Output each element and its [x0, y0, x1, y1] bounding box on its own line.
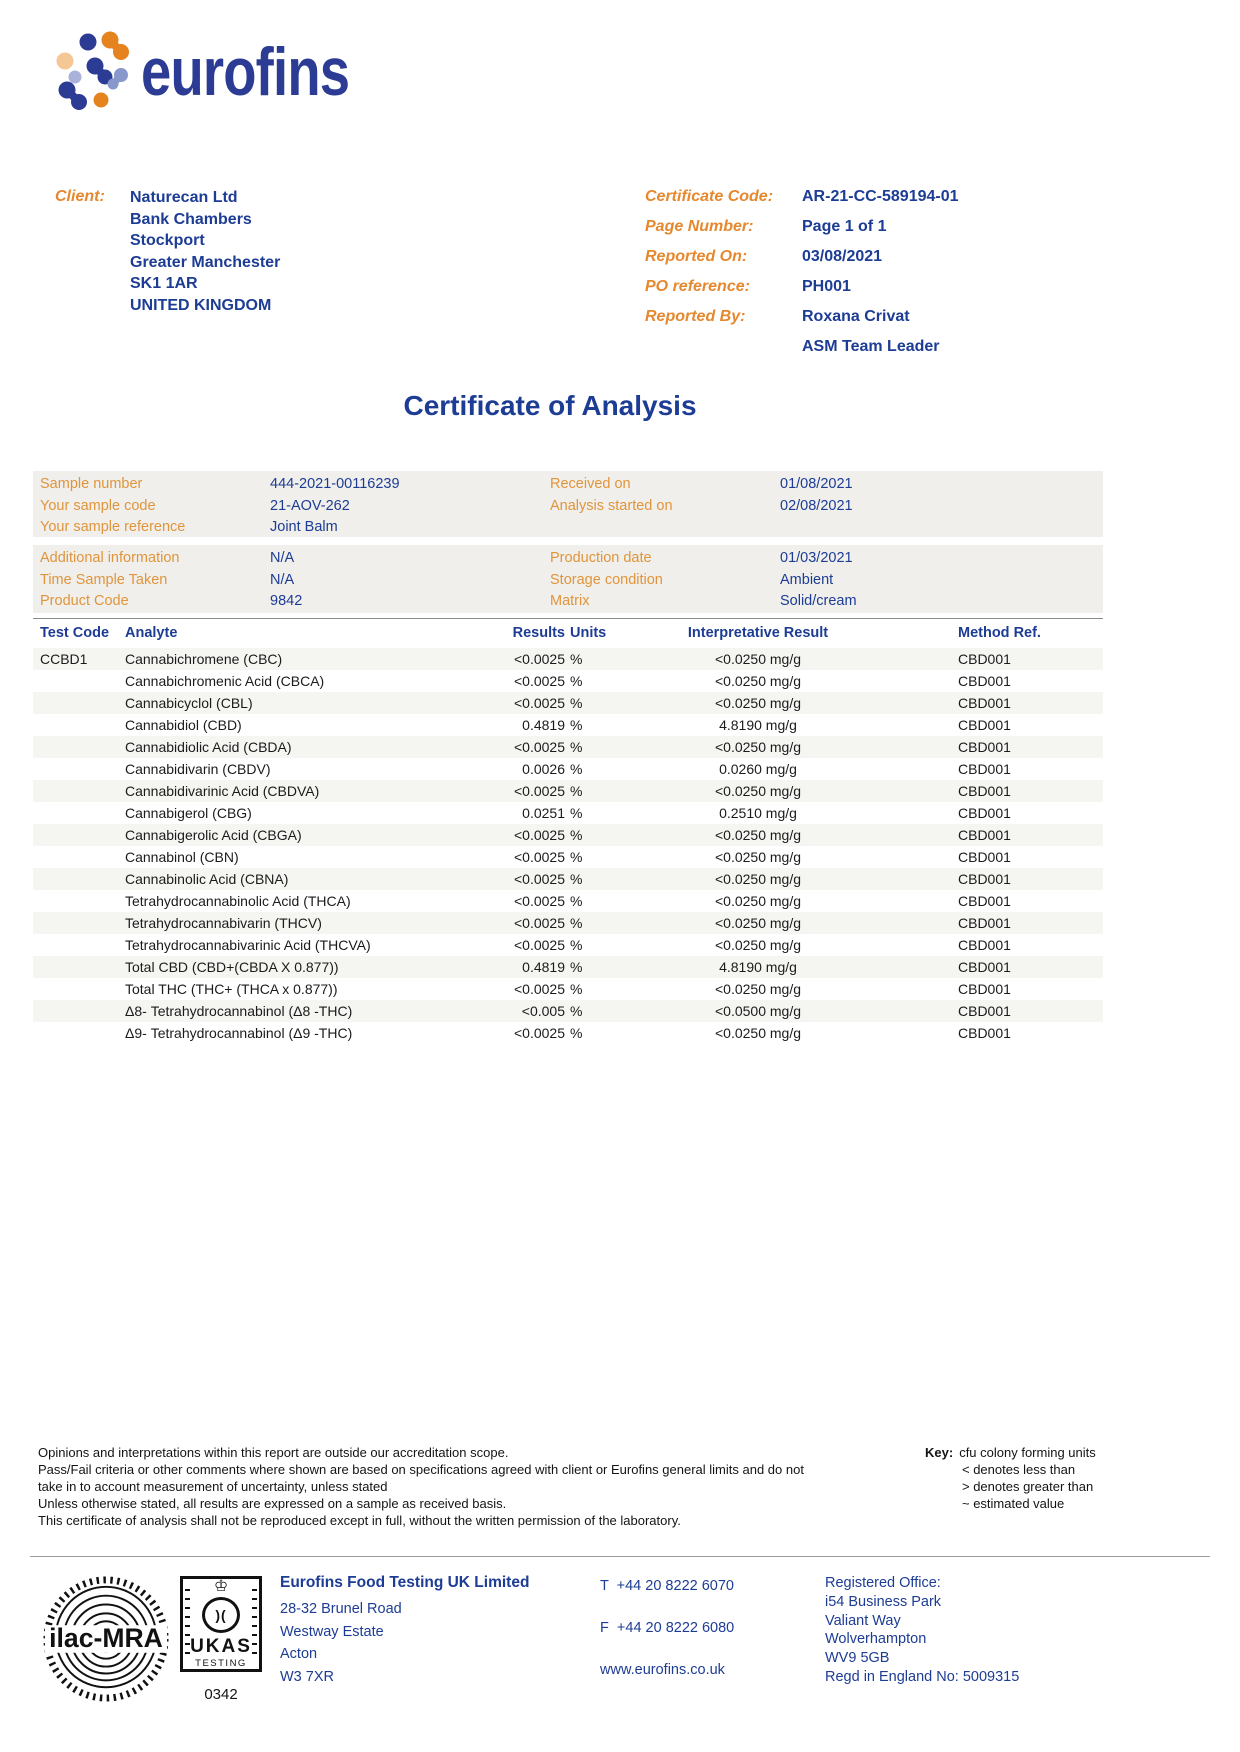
client-address-line: Stockport	[130, 232, 205, 249]
cell-interpretative-result: <0.0250 mg/g	[714, 981, 801, 997]
client-label: Client:	[55, 188, 105, 205]
cell-unit: %	[570, 695, 583, 711]
sample-info-label: Storage condition	[550, 571, 663, 588]
cell-analyte: Cannabidiol (CBD)	[125, 717, 242, 733]
cell-result: 0.4819	[522, 959, 565, 975]
key-item: ~ estimated value	[962, 1496, 1065, 1511]
client-address-line: Naturecan Ltd	[130, 189, 238, 206]
registered-office-line: i54 Business Park	[825, 1593, 942, 1610]
ilac-mra-label: ilac-MRA	[49, 1622, 163, 1653]
sample-info-value: N/A	[270, 571, 295, 588]
cell-method-ref: CBD001	[958, 695, 1011, 711]
cell-unit: %	[570, 959, 583, 975]
sample-info-value: 444-2021-00116239	[270, 476, 400, 492]
disclaimer-line: This certificate of analysis shall not be reproduced except in full, without the written permission of the laboratory.	[38, 1513, 681, 1528]
table-row	[33, 802, 1103, 824]
cell-result: <0.0025	[514, 695, 565, 711]
sample-info-row	[33, 572, 1103, 594]
cell-unit: %	[570, 805, 583, 821]
cell-method-ref: CBD001	[958, 981, 1011, 997]
table-row	[33, 714, 1103, 736]
client-address-line: Greater Manchester	[130, 253, 281, 271]
ukas-testing-label: TESTING	[195, 1658, 247, 1669]
cell-test-code: CCBD1	[40, 651, 88, 667]
cell-interpretative-result: 0.0260 mg/g	[719, 761, 797, 777]
eurofins-molecule-icon	[55, 30, 131, 114]
contact-website: www.eurofins.co.uk	[600, 1662, 725, 1678]
cell-analyte: Δ8- Tetrahydrocannabinol (Δ8 -THC)	[125, 1003, 353, 1019]
table-row	[33, 934, 1103, 956]
cell-method-ref: CBD001	[958, 893, 1011, 909]
contact-block	[600, 1578, 734, 1704]
page-title: Certificate of Analysis	[403, 390, 697, 421]
cell-result: <0.0025	[514, 783, 565, 799]
cell-result: <0.0025	[514, 871, 565, 887]
ilac-mra-logo	[42, 1572, 170, 1706]
sample-info-label: Received on	[550, 476, 631, 492]
registered-office-line: WV9 5GB	[825, 1650, 890, 1667]
client-address	[130, 187, 280, 316]
cell-interpretative-result: <0.0250 mg/g	[714, 871, 801, 887]
sample-info-value: Ambient	[780, 571, 834, 588]
cell-unit: %	[570, 1003, 583, 1019]
sample-info-label: Your sample reference	[40, 519, 186, 535]
registered-office-line: Regd in England No: 5009315	[825, 1668, 1020, 1685]
header-units: Units	[570, 625, 607, 641]
cell-interpretative-result: 0.2510 mg/g	[719, 805, 797, 821]
cell-unit: %	[570, 761, 583, 777]
table-row	[33, 1000, 1103, 1022]
key-item: < denotes less than	[962, 1462, 1076, 1477]
cell-unit: %	[570, 717, 583, 733]
header-interpretative-result: Interpretative Result	[687, 625, 829, 641]
table-row	[33, 670, 1103, 692]
table-row	[33, 648, 1103, 670]
cell-result: <0.005	[521, 1003, 565, 1019]
crown-icon: ♔	[213, 1578, 229, 1595]
cell-interpretative-result: 4.8190 mg/g	[719, 959, 797, 975]
cell-result: <0.0025	[514, 937, 565, 953]
table-row	[33, 956, 1103, 978]
sample-info-row	[33, 550, 1103, 572]
cell-unit: %	[570, 915, 583, 931]
cell-analyte: Tetrahydrocannabinolic Acid (THCA)	[125, 893, 351, 909]
cell-analyte: Cannabichromene (CBC)	[125, 651, 283, 667]
cell-analyte: Total CBD (CBD+(CBDA X 0.877))	[125, 959, 339, 975]
certificate-info	[645, 188, 1085, 368]
cell-method-ref: CBD001	[958, 673, 1011, 689]
sample-info-value: 9842	[270, 593, 303, 609]
certificate-info-value: ASM Team Leader	[802, 338, 940, 355]
key-items	[925, 1461, 1096, 1512]
sample-info-label: Additional information	[40, 550, 180, 566]
eurofins-wordmark: eurofins	[141, 34, 350, 110]
sample-info-value: N/A	[270, 550, 295, 566]
certificate-info-label: Certificate Code:	[645, 188, 774, 205]
cell-unit: %	[570, 893, 583, 909]
key-first-line	[925, 1444, 1096, 1461]
lab-address-block	[280, 1574, 529, 1688]
client-address-line: SK1 1AR	[130, 275, 198, 292]
sample-info-value: Solid/cream	[780, 593, 857, 609]
certificate-info-label: Page Number:	[645, 218, 754, 235]
cell-result: <0.0025	[514, 893, 565, 909]
cell-result: 0.4819	[522, 717, 565, 733]
footer-divider	[30, 1556, 1210, 1557]
sample-info-label: Your sample code	[40, 497, 156, 514]
contact-fax: F +44 20 8222 6080	[600, 1620, 735, 1636]
cell-method-ref: CBD001	[958, 717, 1011, 733]
cell-unit: %	[570, 937, 583, 953]
header-analyte: Analyte	[125, 625, 178, 641]
cell-unit: %	[570, 783, 583, 799]
table-row	[33, 846, 1103, 868]
registered-office-block	[825, 1574, 1019, 1687]
cell-analyte: Cannabidivarin (CBDV)	[125, 761, 271, 777]
cell-analyte: Tetrahydrocannabivarin (THCV)	[125, 915, 322, 931]
certificate-info-value: Roxana Crivat	[802, 308, 910, 325]
cell-analyte: Cannabigerolic Acid (CBGA)	[125, 827, 302, 843]
sample-info-value: 02/08/2021	[780, 497, 853, 514]
certificate-info-row	[645, 248, 1085, 278]
ukas-emblem-icon: )(	[202, 1597, 240, 1633]
cell-method-ref: CBD001	[958, 739, 1011, 755]
sample-info-value: Joint Balm	[270, 519, 338, 535]
sample-info-label: Time Sample Taken	[40, 571, 168, 588]
cell-method-ref: CBD001	[958, 871, 1011, 887]
key-label: Key:	[925, 1445, 954, 1460]
table-row	[33, 736, 1103, 758]
table-row	[33, 868, 1103, 890]
certificate-info-value: PH001	[802, 278, 851, 295]
table-row	[33, 978, 1103, 1000]
client-address-line: Bank Chambers	[130, 210, 252, 228]
cell-unit: %	[570, 651, 583, 667]
certificate-info-row	[645, 188, 1085, 218]
registered-office-line: Valiant Way	[825, 1612, 901, 1629]
cell-analyte: Δ9- Tetrahydrocannabinol (Δ9 -THC)	[125, 1025, 353, 1041]
cell-interpretative-result: <0.0250 mg/g	[714, 673, 801, 689]
cell-interpretative-result: <0.0250 mg/g	[714, 893, 801, 909]
cell-interpretative-result: <0.0250 mg/g	[714, 937, 801, 953]
ukas-accreditation-number: 0342	[204, 1686, 238, 1703]
sample-info-row	[33, 498, 1103, 520]
sample-info-row	[33, 476, 1103, 498]
sample-info-block-2	[33, 545, 1103, 613]
cell-method-ref: CBD001	[958, 937, 1011, 953]
cell-method-ref: CBD001	[958, 1025, 1011, 1041]
cell-result: 0.0251	[522, 805, 565, 821]
cell-method-ref: CBD001	[958, 761, 1011, 777]
cell-result: <0.0025	[514, 827, 565, 843]
certificate-info-row	[645, 278, 1085, 308]
contact-telephone: T +44 20 8222 6070	[600, 1578, 734, 1594]
cell-interpretative-result: 4.8190 mg/g	[719, 717, 797, 733]
cell-method-ref: CBD001	[958, 915, 1011, 931]
cell-method-ref: CBD001	[958, 959, 1011, 975]
eurofins-logo	[55, 30, 401, 114]
certificate-info-row	[645, 218, 1085, 248]
key-item: cfu colony forming units	[959, 1445, 1096, 1460]
table-row	[33, 692, 1103, 714]
cell-result: <0.0025	[514, 981, 565, 997]
sample-info-row	[33, 593, 1103, 615]
cell-analyte: Total THC (THC+ (THCA x 0.877))	[125, 981, 338, 997]
cell-method-ref: CBD001	[958, 849, 1011, 865]
lab-address-line: Westway Estate	[280, 1623, 384, 1640]
sample-info-value: 01/08/2021	[780, 476, 853, 492]
header-test-code: Test Code	[40, 625, 110, 641]
table-row	[33, 912, 1103, 934]
cell-interpretative-result: <0.0250 mg/g	[714, 915, 801, 931]
sample-info-label: Matrix	[550, 593, 590, 609]
disclaimer-line: Unless otherwise stated, all results are expressed on a sample as received basis.	[38, 1496, 507, 1511]
legend-key	[925, 1444, 1096, 1512]
client-address-line: UNITED KINGDOM	[130, 296, 272, 314]
cell-result: <0.0025	[514, 849, 565, 865]
registered-office-line: Wolverhampton	[825, 1631, 927, 1648]
certificate-info-value: Page 1 of 1	[802, 218, 887, 235]
sample-info-label: Sample number	[40, 476, 143, 492]
lab-name: Eurofins Food Testing UK Limited	[280, 1574, 530, 1591]
cell-method-ref: CBD001	[958, 827, 1011, 843]
sample-info-label: Analysis started on	[550, 497, 673, 514]
lab-address-lines	[280, 1598, 529, 1688]
header-method-ref: Method Ref.	[958, 625, 1041, 641]
registered-office-line: Registered Office:	[825, 1575, 941, 1591]
cell-unit: %	[570, 827, 583, 843]
cell-interpretative-result: <0.0250 mg/g	[714, 739, 801, 755]
table-row	[33, 1022, 1103, 1044]
certificate-info-label: PO reference:	[645, 278, 750, 295]
lab-address-line: W3 7XR	[280, 1668, 334, 1685]
cell-interpretative-result: <0.0250 mg/g	[714, 783, 801, 799]
cell-result: <0.0025	[514, 673, 565, 689]
cell-method-ref: CBD001	[958, 805, 1011, 821]
cell-result: <0.0025	[514, 915, 565, 931]
cell-interpretative-result: <0.0500 mg/g	[714, 1003, 801, 1019]
cell-analyte: Cannabigerol (CBG)	[125, 805, 252, 821]
cell-analyte: Cannabidivarinic Acid (CBDVA)	[125, 783, 320, 799]
cell-result: 0.0026	[522, 761, 565, 777]
sample-info-row	[33, 519, 1103, 541]
cell-analyte: Cannabinolic Acid (CBNA)	[125, 871, 289, 887]
key-item: > denotes greater than	[962, 1479, 1094, 1494]
cell-analyte: Cannabichromenic Acid (CBCA)	[125, 673, 325, 689]
certificate-info-row	[645, 338, 1085, 368]
table-row	[33, 780, 1103, 802]
header-results: Results	[512, 625, 565, 641]
ukas-logo	[180, 1576, 262, 1672]
sample-info-label: Production date	[550, 550, 652, 566]
cell-unit: %	[570, 1025, 583, 1041]
cell-interpretative-result: <0.0250 mg/g	[714, 695, 801, 711]
certificate-info-value: AR-21-CC-589194-01	[802, 188, 959, 205]
certificate-info-label: Reported By:	[645, 308, 746, 325]
cell-unit: %	[570, 673, 583, 689]
certificate-info-row	[645, 308, 1085, 338]
sample-info-block-1	[33, 471, 1103, 537]
sample-info-label: Product Code	[40, 593, 129, 609]
sample-info-value: 01/03/2021	[780, 550, 853, 566]
cell-unit: %	[570, 739, 583, 755]
ukas-name: UKAS	[190, 1636, 252, 1657]
cell-method-ref: CBD001	[958, 783, 1011, 799]
cell-unit: %	[570, 849, 583, 865]
cell-result: <0.0025	[514, 739, 565, 755]
disclaimer-line: take in to account measurement of uncertainty, unless stated	[38, 1479, 388, 1494]
cell-unit: %	[570, 981, 583, 997]
cell-interpretative-result: <0.0250 mg/g	[714, 651, 801, 667]
table-row	[33, 824, 1103, 846]
cell-unit: %	[570, 871, 583, 887]
results-table-header	[33, 618, 1103, 650]
cell-interpretative-result: <0.0250 mg/g	[714, 1025, 801, 1041]
lab-address-line: Acton	[280, 1646, 318, 1662]
certificate-info-label: Reported On:	[645, 248, 748, 265]
cell-result: <0.0025	[514, 651, 565, 667]
disclaimer	[38, 1444, 888, 1529]
table-row	[33, 890, 1103, 912]
results-table-body	[33, 648, 1103, 1044]
table-row	[33, 758, 1103, 780]
cell-interpretative-result: <0.0250 mg/g	[714, 849, 801, 865]
disclaimer-line: Pass/Fail criteria or other comments where shown are based on specifications agreed with client or Eurofins general limits and do not	[38, 1462, 804, 1477]
certificate-info-value: 03/08/2021	[802, 248, 883, 265]
cell-analyte: Cannabinol (CBN)	[125, 849, 239, 865]
disclaimer-line: Opinions and interpretations within this report are outside our accreditation scope.	[38, 1445, 509, 1460]
cell-method-ref: CBD001	[958, 1003, 1011, 1019]
cell-analyte: Tetrahydrocannabivarinic Acid (THCVA)	[125, 937, 371, 953]
lab-address-line: 28-32 Brunel Road	[280, 1601, 402, 1617]
cell-result: <0.0025	[514, 1025, 565, 1041]
sample-info-value: 21-AOV-262	[270, 497, 350, 514]
cell-interpretative-result: <0.0250 mg/g	[714, 827, 801, 843]
cell-analyte: Cannabidiolic Acid (CBDA)	[125, 739, 292, 755]
cell-analyte: Cannabicyclol (CBL)	[125, 695, 253, 711]
cell-method-ref: CBD001	[958, 651, 1011, 667]
